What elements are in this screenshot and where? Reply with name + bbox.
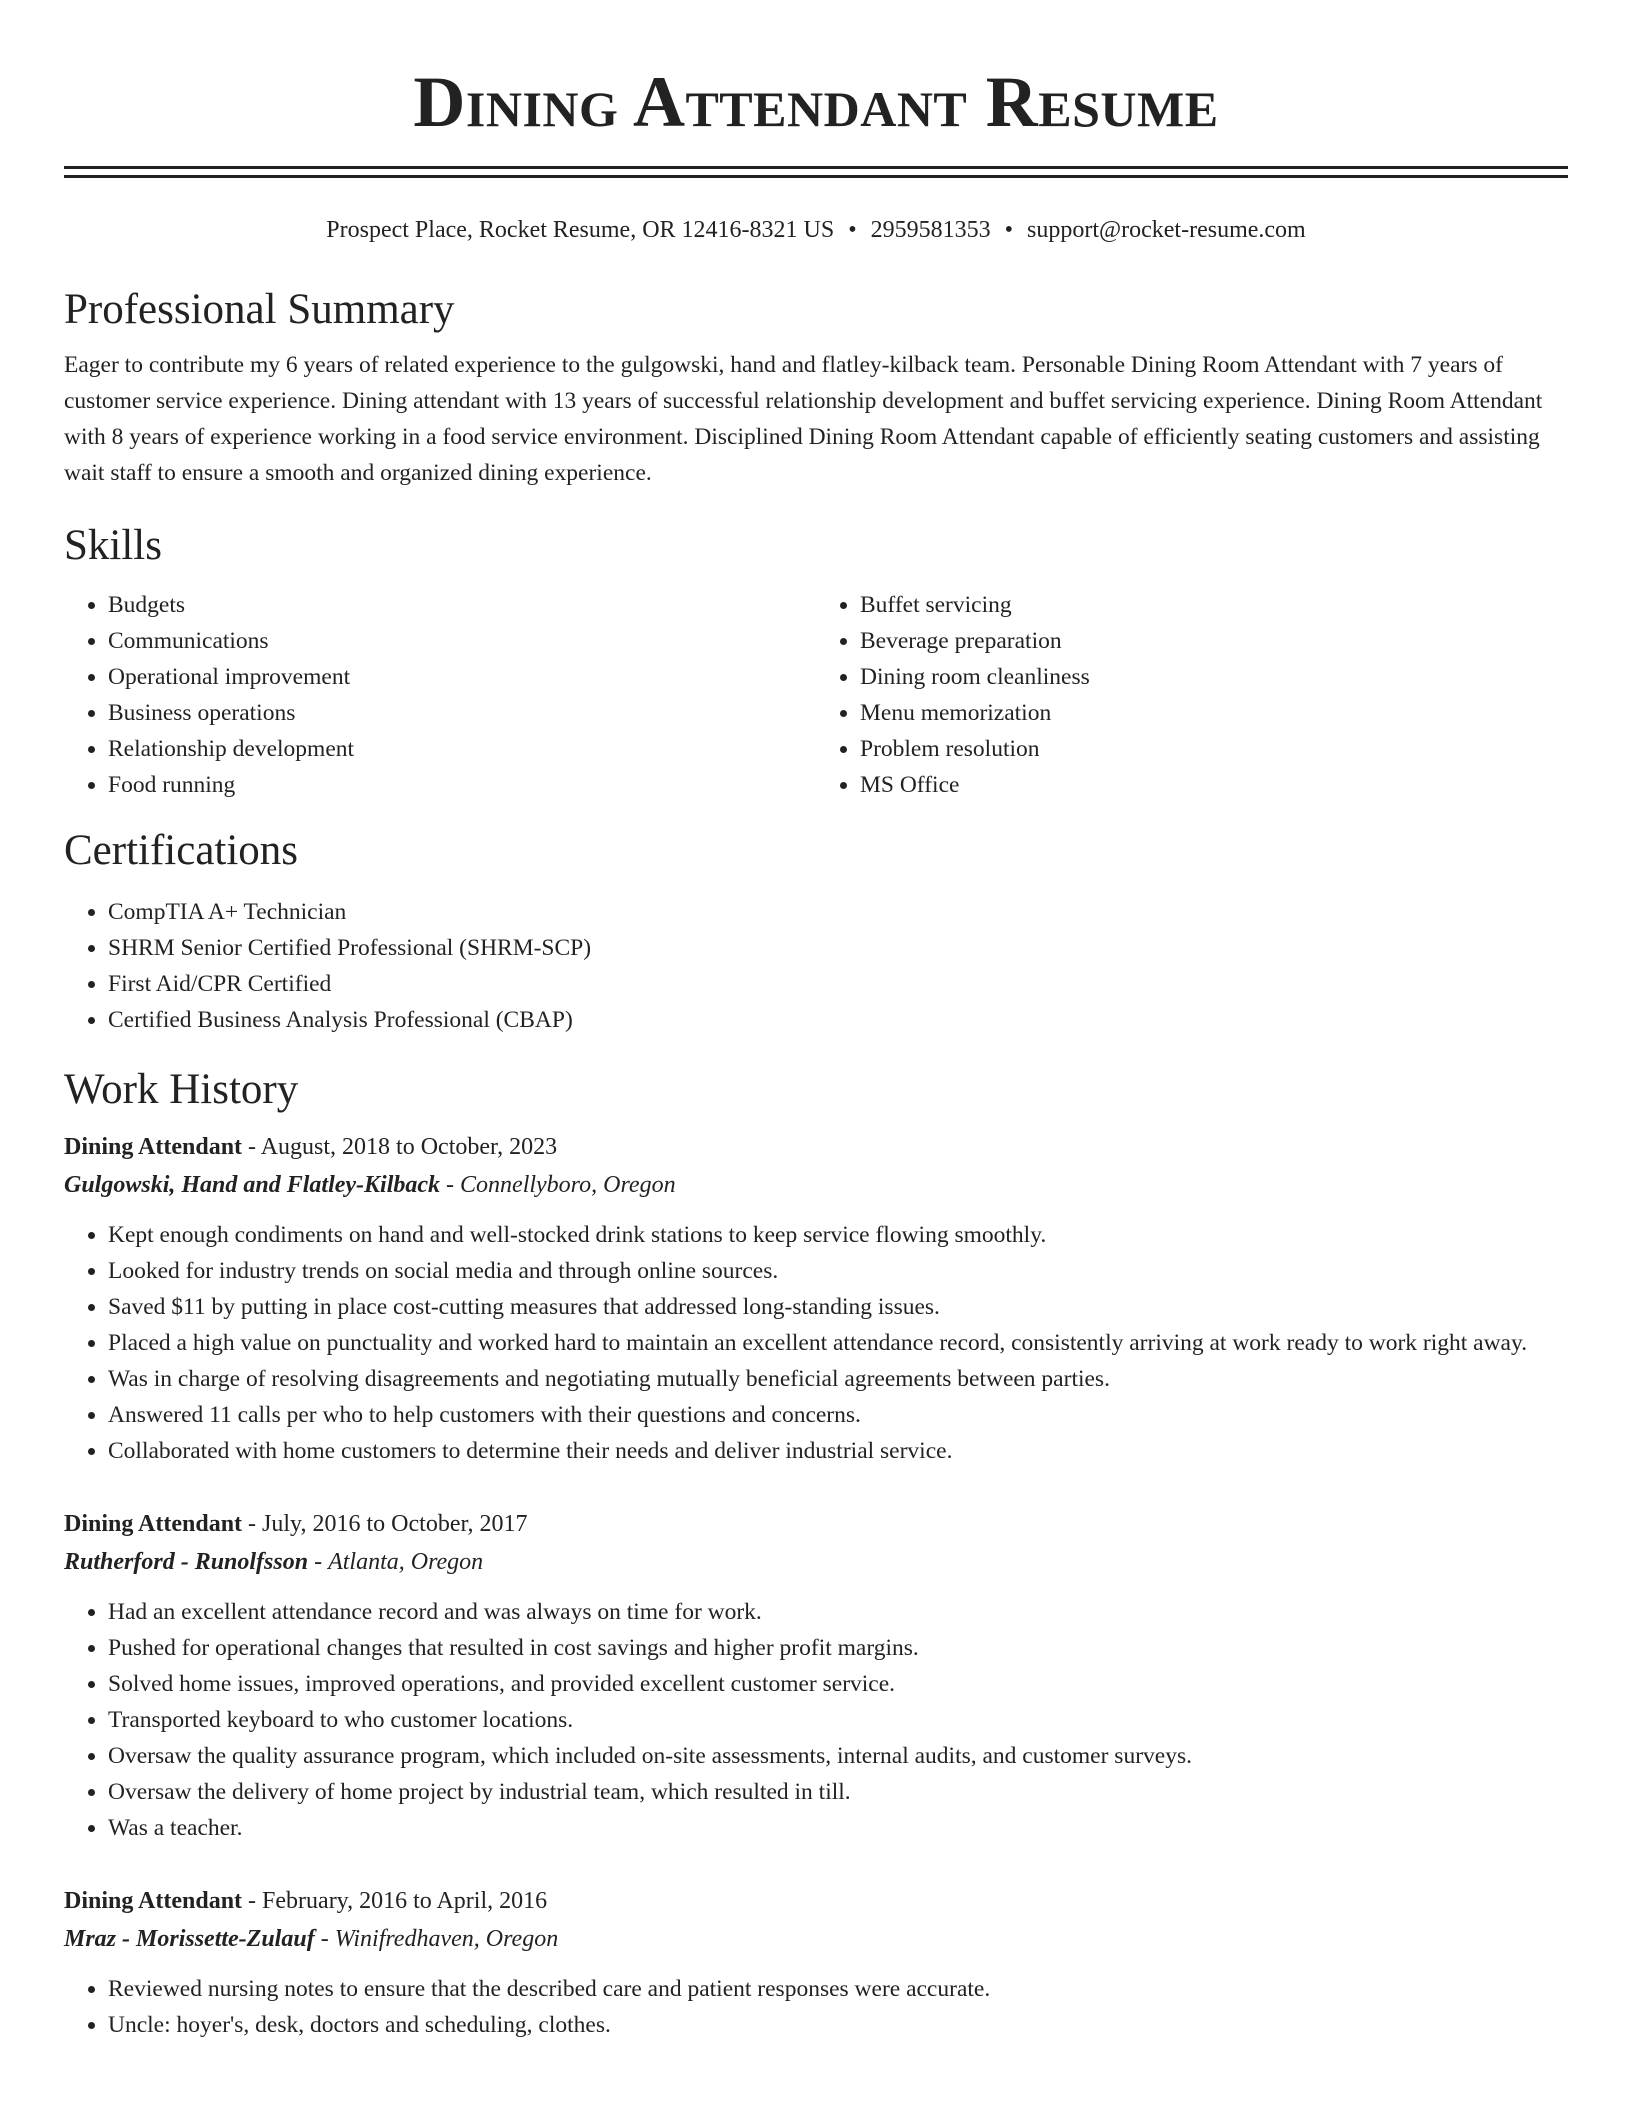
job-company-line: Rutherford - Runolfsson - Atlanta, Oregon <box>64 1549 484 1575</box>
skill-item: • Business operations <box>108 695 816 731</box>
certifications-list <box>64 894 1568 1038</box>
duty-item: • Kept enough condiments on hand and well-stocked drink stations to keep service flowing smoothly. <box>108 1217 1568 1253</box>
contact-address: Prospect Place, Rocket Resume, OR 12416-8321 US <box>326 217 835 243</box>
skill-item: • Communications <box>108 623 816 659</box>
duty-item: • Pushed for operational changes that resulted in cost savings and higher profit margins. <box>108 1630 1568 1666</box>
certifications-section <box>64 825 1568 1038</box>
resume-title: Dining Attendant Resume <box>413 62 1219 142</box>
job-duties-list <box>64 1971 1568 2043</box>
job-duties-list <box>64 1594 1568 1846</box>
duty-item: • Transported keyboard to who customer locations. <box>108 1702 1568 1738</box>
duty-item: • Oversaw the quality assurance program, which included on-site assessments, internal audits, and customer surveys. <box>108 1738 1568 1774</box>
duty-item: • Looked for industry trends on social media and through online sources. <box>108 1253 1568 1289</box>
contact-email[interactable]: support@rocket-resume.com <box>1027 217 1306 243</box>
company-name: Rutherford - Runolfsson <box>64 1549 309 1575</box>
certification-item: • First Aid/CPR Certified <box>108 966 1568 1002</box>
skill-item: • Food running <box>108 767 816 803</box>
job-company-line: Gulgowski, Hand and Flatley-Kilback - Connellyboro, Oregon <box>64 1172 676 1198</box>
duty-item: • Was in charge of resolving disagreements and negotiating mutually beneficial agreements between parties. <box>108 1361 1568 1397</box>
skills-grid <box>64 587 1568 803</box>
job-entry <box>64 1882 1568 2043</box>
skill-item: • Buffet servicing <box>860 587 1568 623</box>
job-duties-list <box>64 1217 1568 1469</box>
skill-item: • Problem resolution <box>860 731 1568 767</box>
skills-heading: Skills <box>64 522 162 569</box>
certification-item: • Certified Business Analysis Professional (CBAP) <box>108 1002 1568 1038</box>
duty-item: • Reviewed nursing notes to ensure that the described care and patient responses were accurate. <box>108 1971 1568 2007</box>
certifications-heading: Certifications <box>64 827 299 874</box>
duty-item: • Solved home issues, improved operations, and provided excellent customer service. <box>108 1666 1568 1702</box>
job-title: Dining Attendant <box>64 1511 243 1537</box>
title-divider <box>64 166 1568 178</box>
summary-text: Eager to contribute my 6 years of related experience to the gulgowski, hand and flatley-kilback team. Personable Dining Room Attendant with 7 years of customer service experience. Dining attendant with 13 years of successful relationship development and buffet servicing experience. Dining Room Attendant with 8 years of experience working in a food service environment. Disciplined Dining Room Attendant capable of efficiently seating customers and assisting wait staff to ensure a smooth and organized dining experience. <box>64 352 1543 486</box>
duty-item: • Uncle: hoyer's, desk, doctors and scheduling, clothes. <box>108 2007 1568 2043</box>
certification-item: • CompTIA A+ Technician <box>108 894 1568 930</box>
job-dates: August, 2018 to October, 2023 <box>260 1134 558 1160</box>
job-company-line: Mraz - Morissette-Zulauf - Winifredhaven, Oregon <box>64 1926 559 1952</box>
job-entry <box>64 1128 1568 1469</box>
skills-list-right <box>816 587 1568 803</box>
skills-section <box>64 520 1568 803</box>
resume-page <box>64 0 1568 2043</box>
work-history-heading: Work History <box>64 1066 299 1113</box>
job-title-line: Dining Attendant - July, 2016 to October, 2017 <box>64 1511 528 1537</box>
duty-item: • Was a teacher. <box>108 1810 1568 1846</box>
company-location: Connellyboro, Oregon <box>460 1172 676 1198</box>
contact-phone[interactable]: 2959581353 <box>870 217 991 243</box>
skill-item: • Menu memorization <box>860 695 1568 731</box>
duty-item: • Had an excellent attendance record and was always on time for work. <box>108 1594 1568 1630</box>
company-location: Atlanta, Oregon <box>328 1549 484 1575</box>
job-title: Dining Attendant <box>64 1134 243 1160</box>
skill-item: • MS Office <box>860 767 1568 803</box>
skills-list-left <box>64 587 816 803</box>
job-dates: February, 2016 to April, 2016 <box>262 1888 548 1914</box>
summary-section <box>64 284 1568 491</box>
summary-heading: Professional Summary <box>64 286 455 333</box>
contact-separator: • <box>848 217 857 243</box>
skill-item: • Operational improvement <box>108 659 816 695</box>
company-name: Mraz - Morissette-Zulauf <box>64 1926 315 1952</box>
skill-item: • Dining room cleanliness <box>860 659 1568 695</box>
contact-separator: • <box>1004 217 1014 243</box>
duty-item: • Saved $11 by putting in place cost-cutting measures that addressed long-standing issues. <box>108 1289 1568 1325</box>
job-title: Dining Attendant <box>64 1888 243 1914</box>
contact-line <box>64 214 1568 246</box>
duty-item: • Oversaw the delivery of home project by industrial team, which resulted in till. <box>108 1774 1568 1810</box>
certification-item: • SHRM Senior Certified Professional (SHRM-SCP) <box>108 930 1568 966</box>
company-name: Gulgowski, Hand and Flatley-Kilback <box>64 1172 441 1198</box>
work-history-section <box>64 1064 1568 2043</box>
skill-item: • Budgets <box>108 587 816 623</box>
duty-item: • Placed a high value on punctuality and worked hard to maintain an excellent attendance record, consistently arriving at work ready to work right away. <box>108 1325 1568 1361</box>
skill-item: • Relationship development <box>108 731 816 767</box>
duty-item: • Collaborated with home customers to determine their needs and deliver industrial service. <box>108 1433 1568 1469</box>
job-title-line: Dining Attendant - February, 2016 to April, 2016 <box>64 1888 548 1914</box>
job-title-line: Dining Attendant - August, 2018 to October, 2023 <box>64 1134 558 1160</box>
job-dates: July, 2016 to October, 2017 <box>262 1511 528 1537</box>
duty-item: • Answered 11 calls per who to help customers with their questions and concerns. <box>108 1397 1568 1433</box>
job-entry <box>64 1505 1568 1846</box>
company-location: Winifredhaven, Oregon <box>334 1926 559 1952</box>
skill-item: • Beverage preparation <box>860 623 1568 659</box>
